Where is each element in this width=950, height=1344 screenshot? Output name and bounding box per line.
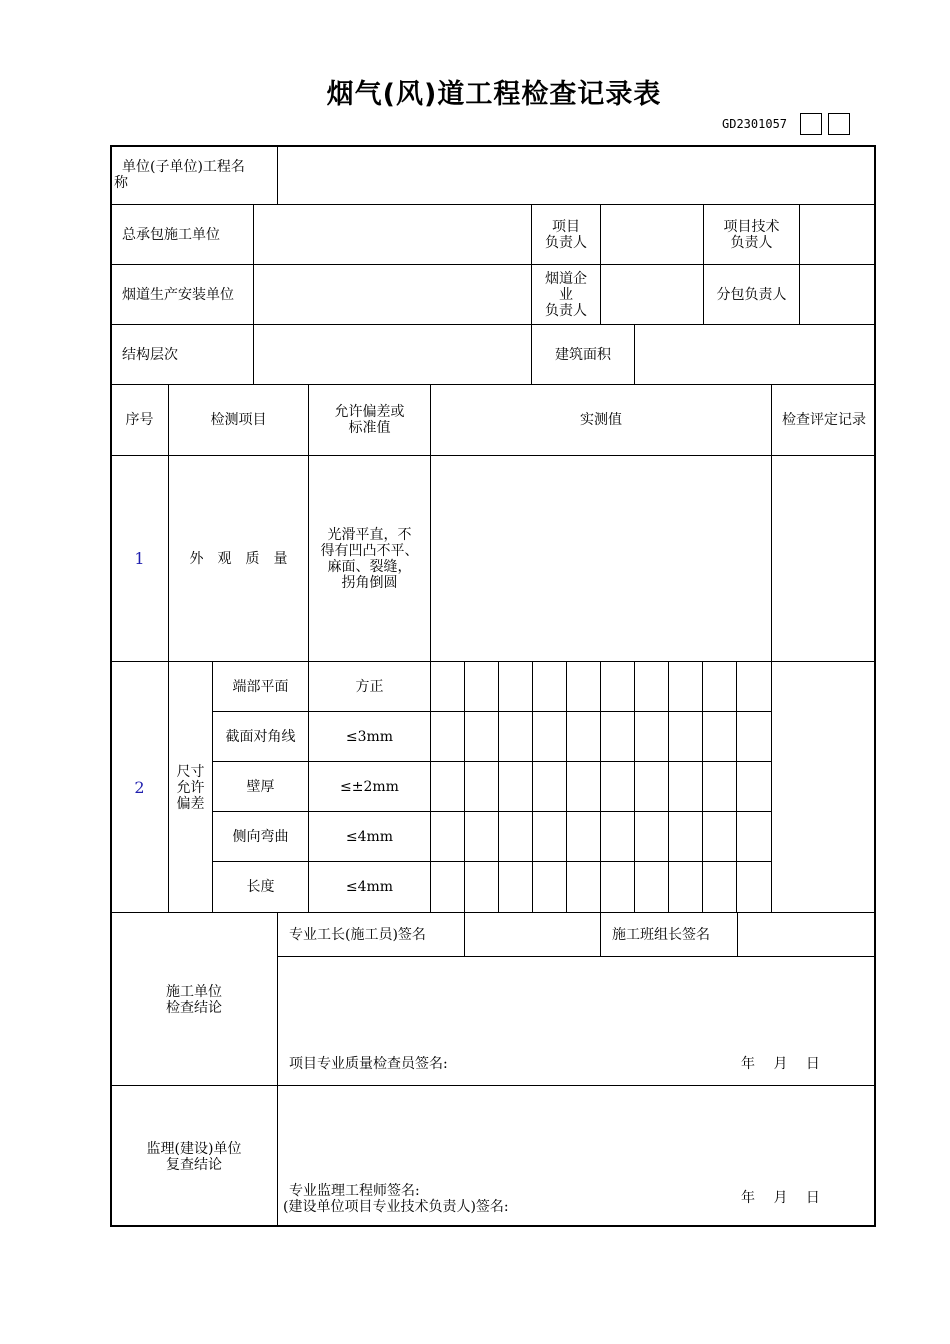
construction-date: 年 月 日 <box>741 1056 820 1072</box>
sub-item-standard: ≤4mm <box>345 879 394 895</box>
tech-manager-label-2: 负责人 <box>730 235 773 251</box>
col-line <box>799 204 800 324</box>
row-line <box>110 1085 876 1086</box>
col-line <box>737 912 738 956</box>
sub-item-name: 侧向弯曲 <box>232 829 289 845</box>
form-code: GD2301057 <box>722 117 788 131</box>
row-line <box>212 811 771 812</box>
sub-item-name: 端部平面 <box>232 679 289 695</box>
supervision-label: 监理(建设)单位 <box>146 1141 242 1157</box>
flue-company-label-3: 负责人 <box>545 303 587 319</box>
allow-header: 允许偏差或 <box>334 404 405 420</box>
row1-standard-3: 麻面、裂缝， <box>327 559 412 575</box>
sub-item-name: 长度 <box>246 879 275 895</box>
col-line <box>600 204 601 324</box>
col-line <box>498 661 499 912</box>
row-line <box>277 956 876 957</box>
construction-label: 施工单位 <box>166 984 222 1000</box>
col-line <box>464 912 465 956</box>
flue-company-label-2: 业 <box>559 287 573 303</box>
col-line <box>277 145 278 204</box>
team-leader-sign-label: 施工班组长签名 <box>612 927 710 943</box>
col-line <box>566 661 567 912</box>
supervision-label-2: 复查结论 <box>166 1157 222 1173</box>
owner-sign-label: (建设单位项目专业技术负责人)签名: <box>283 1199 509 1215</box>
project-manager-label: 项目 <box>552 219 580 235</box>
construction-label-2: 检查结论 <box>166 1000 222 1016</box>
col-line <box>771 384 772 912</box>
code-box-1[interactable] <box>800 113 822 135</box>
flue-company-label: 烟道企 <box>545 271 587 287</box>
unit-name-label-2: 称 <box>114 175 128 191</box>
seq-header: 序号 <box>125 412 154 428</box>
page-title: 烟气(风)道工程检查记录表 <box>326 79 662 110</box>
col-line <box>253 204 254 384</box>
sub-item-standard: ≤3mm <box>345 729 394 745</box>
col-line <box>464 661 465 912</box>
project-manager-label-2: 负责人 <box>545 235 587 251</box>
row1-standard-2: 得有凹凸不平、 <box>320 543 419 559</box>
row-line <box>110 264 876 265</box>
building-area-label: 建筑面积 <box>555 347 611 363</box>
col-line <box>600 661 601 912</box>
row1-standard-4: 拐角倒圆 <box>341 575 398 591</box>
col-line <box>168 384 169 912</box>
foreman-sign-label: 专业工长(施工员)签名 <box>289 927 426 943</box>
sub-item-standard: 方正 <box>355 679 384 695</box>
row-line <box>110 384 876 385</box>
allow-header-2: 标准值 <box>348 420 391 436</box>
sub-item-name: 壁厚 <box>246 779 275 795</box>
sub-item-standard: ≤4mm <box>345 829 394 845</box>
row-line <box>110 455 876 456</box>
engineer-sign-label: 专业监理工程师签名: <box>289 1183 420 1199</box>
flue-installer-label: 烟道生产安装单位 <box>122 287 234 303</box>
sub-manager-label: 分包负责人 <box>716 287 787 303</box>
col-line <box>634 661 635 912</box>
supervision-date: 年 月 日 <box>741 1190 820 1206</box>
col-line <box>634 324 635 384</box>
structure-level-label: 结构层次 <box>122 347 178 363</box>
row2-number: 2 <box>134 778 145 797</box>
record-header: 检查评定记录 <box>782 412 866 428</box>
item-header: 检测项目 <box>210 412 267 428</box>
inspector-sign-label: 项目专业质量检查员签名: <box>289 1056 448 1072</box>
row-line <box>110 661 876 662</box>
row1-number: 1 <box>134 549 145 568</box>
row2-group-label: 尺寸 <box>176 764 205 780</box>
row-line <box>110 324 876 325</box>
col-line <box>430 384 431 912</box>
row1-item: 外 观 质 量 <box>189 551 288 567</box>
row-line <box>212 761 771 762</box>
measured-header: 实测值 <box>580 412 622 428</box>
col-line <box>600 912 601 956</box>
row-line <box>110 204 876 205</box>
col-line <box>532 661 533 912</box>
row-line <box>212 861 771 862</box>
row2-group-label-3: 偏差 <box>176 796 205 812</box>
col-line <box>668 661 669 912</box>
unit-name-label: 单位(子单位)工程名 <box>122 159 245 175</box>
col-line <box>736 661 737 912</box>
row2-group-label-2: 允许 <box>176 780 205 796</box>
row-line <box>212 711 771 712</box>
col-line <box>277 912 278 1227</box>
code-box-2[interactable] <box>828 113 850 135</box>
col-line <box>702 661 703 912</box>
sub-item-name: 截面对角线 <box>225 729 296 745</box>
row-line <box>110 912 876 913</box>
sub-item-standard: ≤±2mm <box>340 779 399 795</box>
row1-standard: 光滑平直，不 <box>327 527 412 543</box>
tech-manager-label: 项目技术 <box>723 219 780 235</box>
general-contractor-label: 总承包施工单位 <box>122 227 220 243</box>
